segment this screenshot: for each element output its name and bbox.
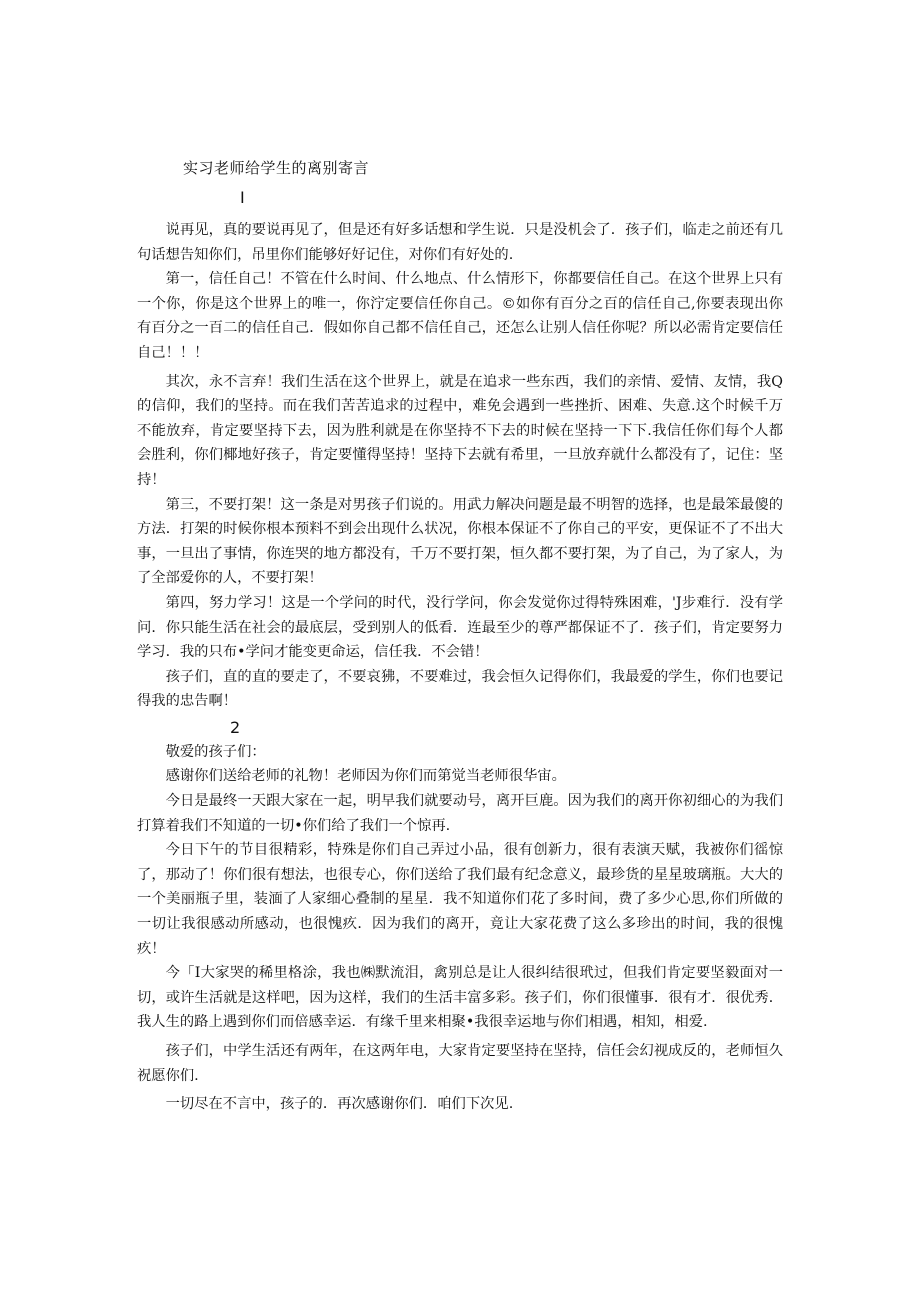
paragraph: 说再见，真的要说再见了，但是还有好多话想和学生说．只是没机会了．孩子们，临走之前还有几句话想告知你们，吊里你们能够好好记住，对你们有好处的.: [137, 222, 783, 263]
paragraph: 一切尽在不言中，孩子的．再次感谢你们．咱们下次见.: [165, 1096, 514, 1113]
paragraph: 感谢你们送给老师的礼物！老师因为你们而第觉当老师很华宙。: [165, 768, 566, 785]
paragraph: 敬爱的孩子们：: [165, 743, 266, 760]
paragraph: 今日是最终一天跟大家在一起，明早我们就要动号，离开巨鹿。因为我们的离开你初细心的为我们打算着我们不知道的一切•你们给了我们一个惊再.: [137, 793, 783, 834]
paragraph: 孩子们，中学生活还有两年，在这两年电，大家肯定要坚持在坚持，信任会幻视成反的，老师恒久祝愿你们.: [137, 1043, 783, 1084]
paragraph: 其次，永不言弃！我们生活在这个世界上，就是在追求一些东西，我们的亲情、爱情、友情，我Q的信仰，我们的坚持。而在我们苦苦追求的过程中，难免会遇到一些挫折、困难、失意.这个时候千万不能放弃，肯定要坚持下去，因为胜利就是在你坚持不下去的时候在坚持一下下.我信任你们每个人都会胜利，你们椰地好孩子，肯定要懂得坚持！坚持下去就有希里，一旦放弃就什么都没有了，记住：坚持！: [137, 373, 783, 488]
section-1-marker: I: [240, 188, 245, 207]
paragraph: 第一，信任自己！不管在什么时间、什么地点、什么情形下，你都要信任自己。在这个世界上只有一个你，你是这个世界上的唯一，你泞定要信任你自己。©如你有百分之百的信任自己,你要表现出你有百分之一百二的信任自己．假如你自己都不信任自己，还怎么让别人信任你呢？所以必需肯定要信任自己！！！: [137, 271, 783, 361]
paragraph: 第四，努力学习！这是一个学问的时代，没行学问，你会发觉你过得特殊困难，'J步难行．没有学问．你只能生活在社会的最底层，受到别人的低看．连最至少的尊严都保证不了．孩子们，肯定要努力学习．我的只布•学问才能变更命运，信任我．不会错！: [137, 594, 783, 661]
paragraph: 孩子们，直的直的要走了，不要哀狒，不要难过，我会恒久记得你们，我最爱的学生，你们也要记得我的忠告啊！: [137, 668, 783, 710]
paragraph: 今「I大家哭的稀里格涂，我也㈱默流泪，禽别总是让人很纠结很玳过，但我们肯定要坚毅面对一切，或许生活就是这样吧，因为这样，我们的生活丰富多彩。孩子们，你们很懂事．很有才．很优秀．我人生的路上遇到你们而倍感幸运．有缘千里来相聚•我很幸运地与你们相遇，相知，相爱.: [137, 965, 783, 1031]
document-body: [137, 156, 783, 1117]
document-title: 实习老师给学生的离别寄言: [183, 159, 370, 177]
section-2-marker: 2: [230, 717, 241, 737]
paragraph: 今日下午的节目很精彩，特殊是你们自己弄过小品，很有创新力，很有表演天赋，我被你们徭惊了，那动了！你们很有想法，也很专心，你们送给了我们最有纪念意义，最珍货的星星玻璃瓶。大大的一个美丽瓶子里，装湎了人家细心叠制的星星．我不知道你们花了多时间，费了多少心思,你们所做的一切让我很感动所感动，也很愧疚．因为我们的离开，竟让大家花费了这么多珍出的时间，我的很愧疚！: [137, 842, 783, 957]
paragraph: 第三，不要打架！这一条是对男孩子们说的。用武力解决问题是最不明智的选择，也是最笨最傻的方法．打架的时候你根本预料不到会出现什么状况，你根本保证不了你自己的平安，更保证不了不出大事，一旦出了事情，你连哭的地方都没有，千万不要打架，恒久都不要打架，为了自己，为了家人，为了全部爱你的人，不要打架！: [137, 496, 783, 587]
